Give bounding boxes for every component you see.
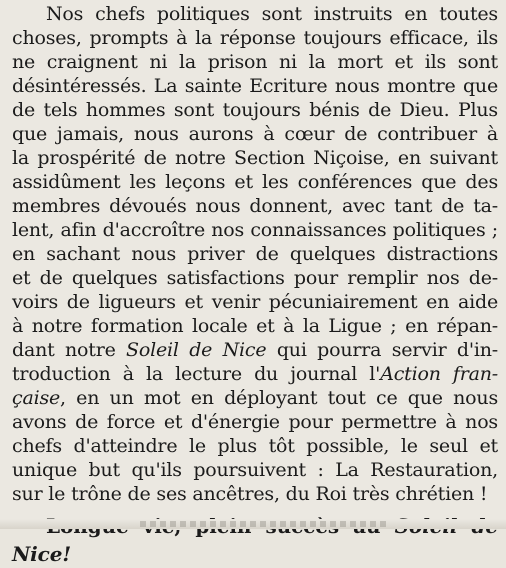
article-line-5: de tels hommes sont toujours bénis de Dieu. Plus bbox=[12, 99, 498, 121]
line-17-end: , en un mot en déployant tout ce que nous bbox=[60, 387, 498, 409]
article-line-13: voirs de ligueurs et venir pécuniairement en aide bbox=[12, 291, 498, 313]
article-line-8: assidûment les leçons et les conférences que des bbox=[12, 171, 498, 193]
action-francaise-title: Action fran- bbox=[380, 363, 498, 385]
article-line-10: lent, afin d'accroître nos connaissances politiques ; bbox=[12, 219, 498, 241]
article-line-6: que jamais, nous aurons à cœur de contribuer à bbox=[12, 123, 498, 145]
line-15-start: dant notre bbox=[12, 339, 127, 361]
article-line-7: la prospérité de notre Section Niçoise, en suivant bbox=[12, 147, 498, 169]
bleed-through-text bbox=[140, 521, 390, 527]
article-line-19: chefs d'atteindre le plus tôt possible, le seul et bbox=[12, 435, 498, 457]
article-line-11: en sachant nous priver de quelques distractions bbox=[12, 243, 498, 265]
article-line-21: sur le trône de ses ancêtres, du Roi très chrétien ! bbox=[12, 483, 488, 505]
action-francaise-title-end: çaise bbox=[12, 387, 61, 409]
article-line-1: Nos chefs politiques sont instruits en toutes bbox=[46, 3, 498, 25]
article-line-20: unique but qu'ils poursuivent : La Restauration, bbox=[12, 459, 498, 481]
line-16-start: troduction à la lecture du journal l' bbox=[12, 363, 381, 385]
article-line-17 bbox=[12, 386, 498, 410]
closing-line-2 bbox=[12, 540, 498, 568]
article-line-12: et de quelques satisfactions pour remplir nos de- bbox=[12, 267, 498, 289]
article-line-14: à notre formation locale et à la Ligue ; en répan- bbox=[12, 315, 498, 337]
soleil-de-nice-title: Soleil de Nice bbox=[126, 339, 267, 361]
article-line-18: avons de force et d'énergie pour permettre à nos bbox=[12, 411, 498, 433]
article-line-15 bbox=[12, 338, 498, 362]
article-line-3: ne craignent ni la prison ni la mort et ils sont bbox=[12, 51, 498, 73]
article-column bbox=[12, 2, 498, 568]
closing-nice-title: Nice! bbox=[12, 542, 72, 566]
article-line-16 bbox=[12, 362, 498, 386]
line-15-end: qui pourra servir d'in- bbox=[266, 339, 498, 361]
article-line-2: choses, prompts à la réponse toujours efficace, ils bbox=[12, 27, 498, 49]
article-line-4: désintéressés. La sainte Ecriture nous montre que bbox=[12, 75, 498, 97]
article-line-9: membres dévoués nous donnent, avec tant de ta- bbox=[12, 195, 498, 217]
